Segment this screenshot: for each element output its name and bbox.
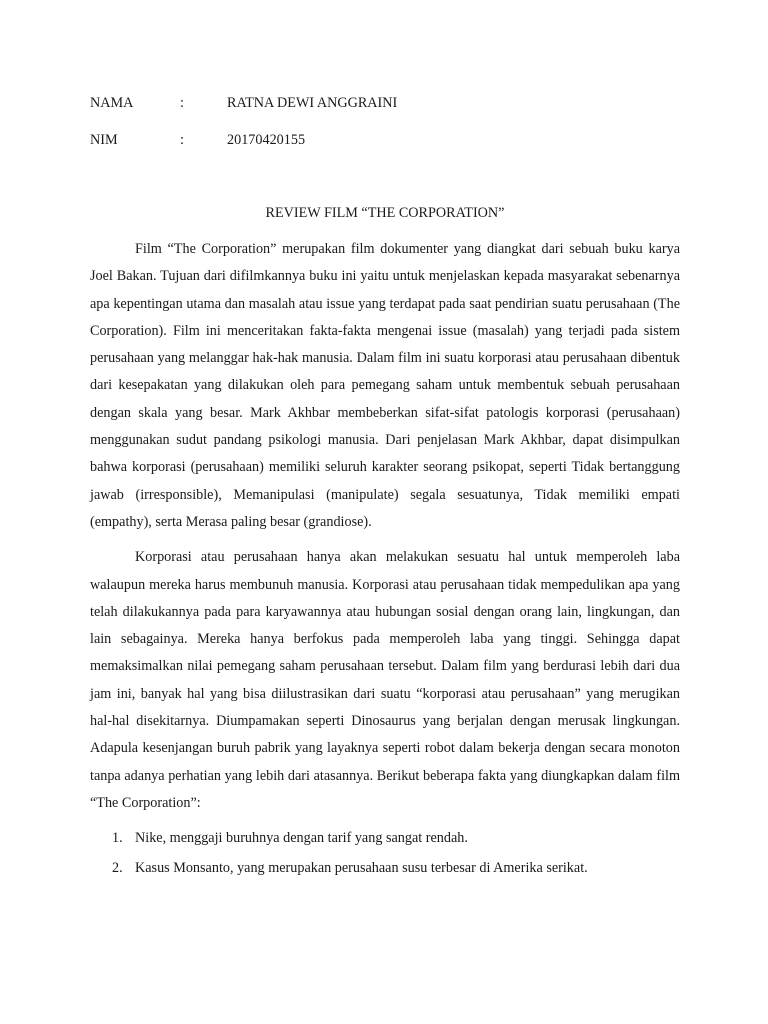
nim-row [90,130,680,150]
nim-value: 20170420155 [227,132,306,148]
list-item [90,825,680,852]
paragraph-1: Film “The Corporation” merupakan film dokumenter yang diangkat dari sebuah buku karya Joel Bakan. Tujuan dari difilmkannya buku ini yaitu untuk menjelaskan kepada masyarakat sebenarnya apa kepentingan utama dan masalah atau issue yang terdapat pada saat pendirian suatu perusahaan (The Corporation). Film ini menceritakan fakta-fakta mengenai issue (masalah) yang terjadi pada sistem perusahaan yang melanggar hak-hak manusia. Dalam film ini suatu korporasi atau perusahaan dibentuk dari kesepakatan yang dilakukan oleh para pemegang saham untuk membentuk sebuah perusahaan dengan skala yang besar. Mark Akhbar membeberkan sifat-sifat patologis korporasi (perusahaan) menggunakan sudut pandang psikologi manusia. Dari penjelasan Mark Akhbar, dapat disimpulkan bahwa korporasi (perusahaan) memiliki seluruh karakter seorang psikopat, seperti Tidak bertanggung jawab (irresponsible), Memanipulasi (manipulate) segala sesuatunya, Tidak memiliki empati (empathy), serta Merasa paling besar (grandiose). [90,241,680,530]
nim-separator: : [180,132,184,148]
name-row [90,93,680,113]
document-title: REVIEW FILM “THE CORPORATION” [265,205,505,221]
list-item [90,855,680,882]
name-separator: : [180,95,184,111]
list-text: Nike, menggaji buruhnya dengan tarif yang sangat rendah. [135,830,468,847]
list-number: 1. [112,830,123,847]
facts-list [90,825,680,882]
list-text: Kasus Monsanto, yang merupakan perusahaan susu terbesar di Amerika serikat. [135,859,588,876]
list-number: 2. [112,859,123,876]
paragraph-2: Korporasi atau perusahaan hanya akan melakukan sesuatu hal untuk memperoleh laba walaupun mereka harus membunuh manusia. Korporasi atau perusahaan tidak mempedulikan apa yang telah dilakukannya pada para karyawannya atau hubungan sosial dengan orang lain, lingkungan, dan lain sebagainya. Mereka hanya berfokus pada memperoleh laba yang tinggi. Sehingga dapat memaksimalkan nilai pemegang saham perusahaan tersebut. Dalam film yang berdurasi lebih dari dua jam ini, banyak hal yang bisa diilustrasikan dari suatu “korporasi atau perusahaan” yang merugikan hal-hal disekitarnya. Diumpamakan seperti Dinosaurus yang berjalan dengan merusak lingkungan. Adapula kesenjangan buruh pabrik yang layaknya seperti robot dalam bekerja dengan secara monoton tanpa adanya perhatian yang lebih dari atasannya. Berikut beberapa fakta yang diungkapkan dalam film “The Corporation”: [90,549,680,811]
name-value: RATNA DEWI ANGGRAINI [227,95,398,111]
document-body [90,236,680,884]
nim-label: NIM [90,132,118,148]
name-label: NAMA [90,95,134,111]
